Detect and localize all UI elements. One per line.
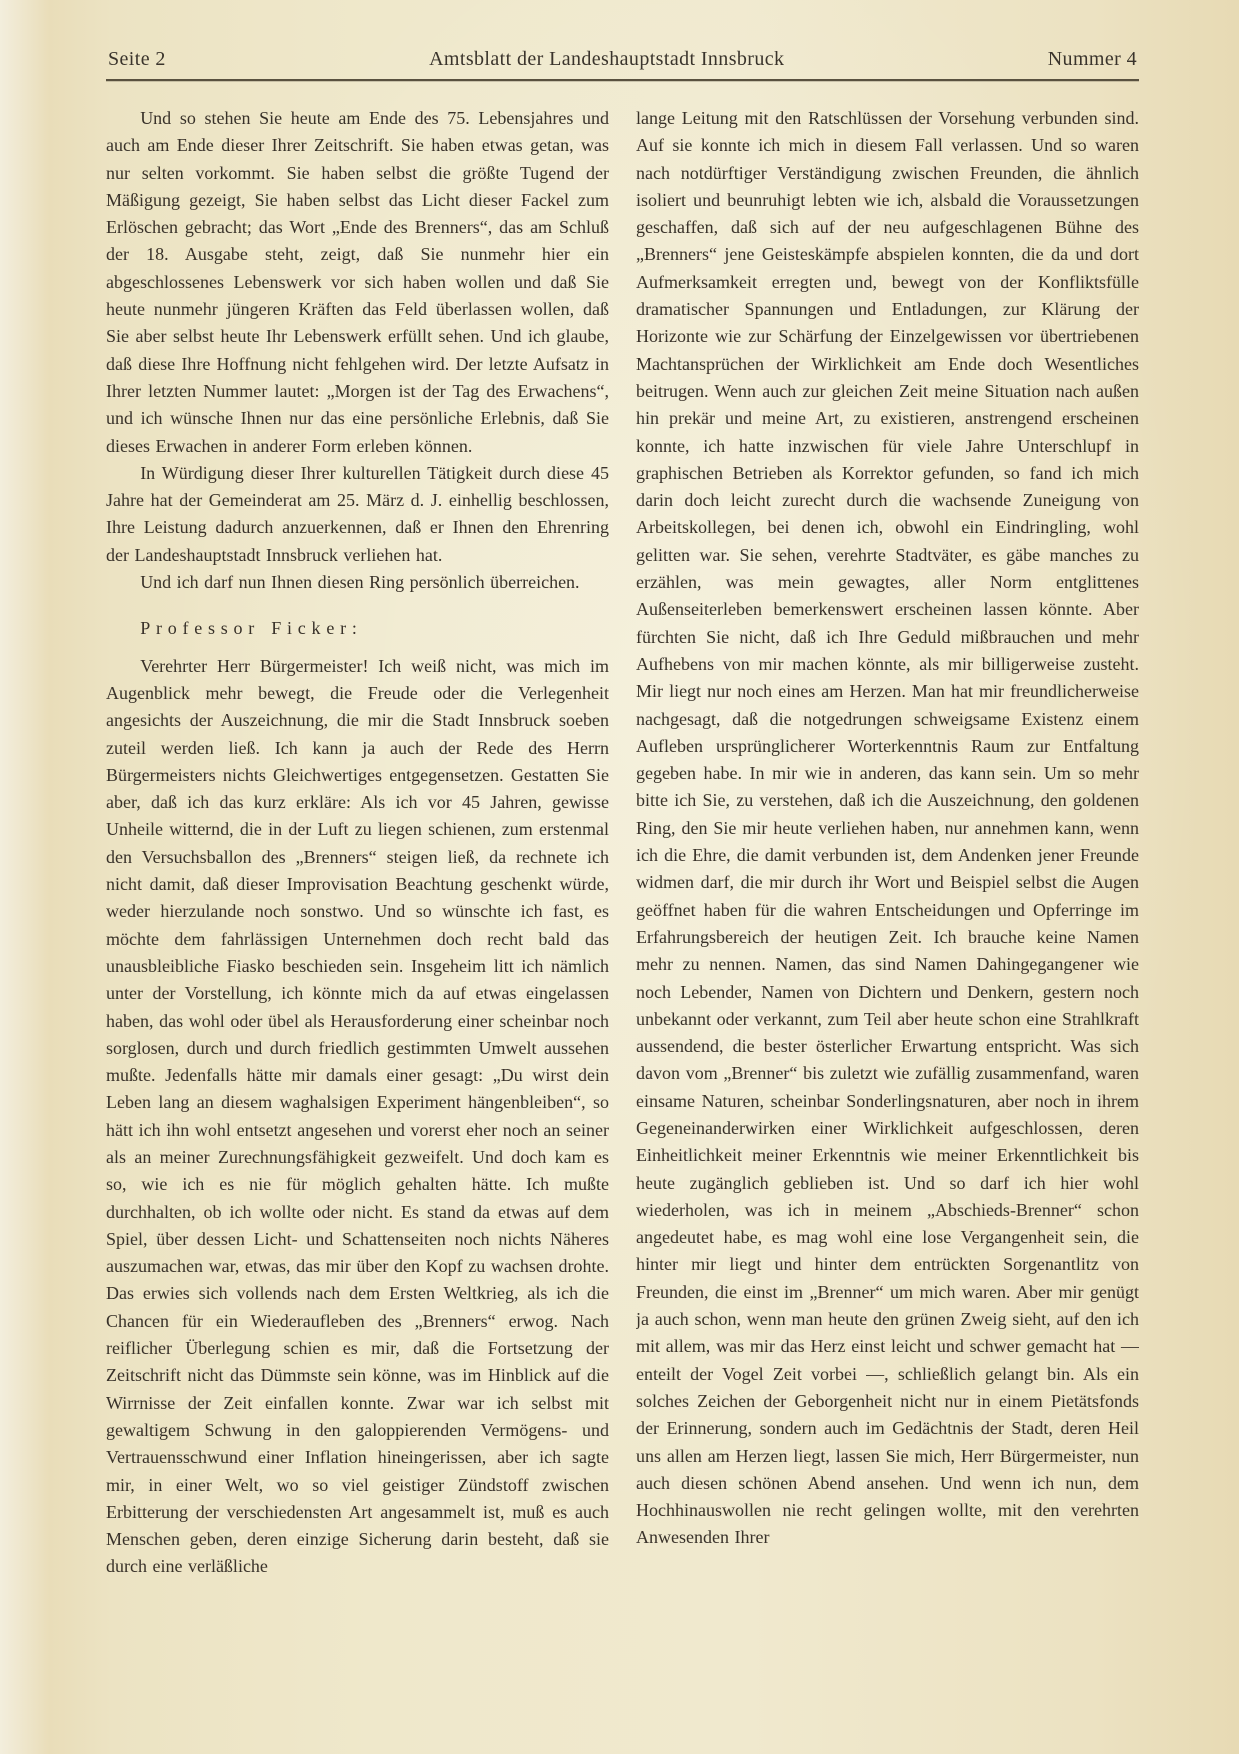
header-rule xyxy=(106,79,1139,81)
paragraph: Und so stehen Sie heute am Ende des 75. Lebensjahres und auch am Ende dieser Ihrer Zeitschrift. Sie haben etwas getan, was nur selten vorkommt. Sie haben selbst die größte Tugend der Mäßigung gezeigt, Sie haben selbst das Licht dieser Fackel zum Erlöschen gebracht; das Wort „Ende des Brenners“, das am Schluß der 18. Ausgabe steht, zeigt, daß Sie nunmehr hier ein abgeschlossenes Lebenswerk vor sich haben wollen und daß Sie heute nunmehr jüngeren Kräften das Feld überlassen wollen, daß Sie aber selbst heute Ihr Lebenswerk erfüllt sehen. Und ich glaube, daß diese Ihre Hoffnung nicht fehlgehen wird. Der letzte Aufsatz in Ihrer letzten Nummer lautet: „Morgen ist der Tag des Erwachens“, und ich wünsche Ihnen nur das eine persönliche Erlebnis, daß Sie dieses Erwachen in anderer Form erleben können. xyxy=(106,108,609,456)
page-number-label: Seite 2 xyxy=(108,48,166,70)
paragraph: Verehrter Herr Bürgermeister! Ich weiß nicht, was mich im Augenblick mehr bewegt, die Freude oder die Verlegenheit angesichts der Auszeichnung, die mir die Stadt Innsbruck soeben zuteil werden ließ. Ich kann ja auch der Rede des Herrn Bürgermeisters nichts Gleichwertiges entgegensetzen. Gestatten Sie aber, daß ich das kurz erkläre: Als ich vor 45 Jahren, gewisse Unheile witternd, die in der Luft zu liegen schienen, zum erstenmal den Versuchsballon des „Brenners“ steigen ließ, da rechnete ich nicht damit, daß dieser Improvisation Beachtung geschenkt würde, weder hierzulande noch sonstwo. Und so wünschte ich fast, es möchte dem fahrlässigen Unternehmen doch recht bald das unausbleibliche Fiasko beschieden sein. Insgeheim litt ich nämlich unter der Vorstellung, ich könnte mich da auf etwas eingelassen haben, das wohl oder übel als Herausforderung einer scheinbar noch sorglosen, durch und durch friedlich gestimmten Umwelt aussehen mußte. Jedenfalls hätte mir damals einer gesagt: „Du wirst dein Leben lang an diesem waghalsigen Experiment hängenbleiben“, so hätt ich ihn wohl entsetzt angesehen und vorerst eher noch an seiner als an meiner Zurechnungsfähigkeit gezweifelt. Und doch kam es so, wie ich es nie für möglich gehalten hätte. Ich mußte durchhalten, ob ich wollte oder nicht. Es stand da etwas auf dem Spiel, über dessen Licht- und Schattenseiten noch nichts Näheres auszumachen war, etwas, das mir über den Kopf zu wachsen drohte. Das erwies sich vollends nach dem Ersten Weltkrieg, als ich die Chancen für ein Wiederaufleben des „Brenners“ erwog. Nach reiflicher Überlegung schien es mir, daß die Fortsetzung der Zeitschrift nicht das Dümmste sein könne, was im Hinblick auf die Wirrnisse der Zeit einfallen konnte. Zwar war ich selbst mit gewaltigem Schwung in den galoppierenden Vermögens- und Vertrauensschwund einer Inflation hineingerissen, aber ich sagte mir, in einer Welt, wo so viel geistiger Zündstoff zwischen Erbitterung der verschiedensten Art angesammelt ist, muß es auch Menschen geben, deren einzige Sicherung darin besteht, daß sie durch eine verläßliche xyxy=(106,655,609,1577)
page-header xyxy=(106,34,1139,77)
right-column xyxy=(636,105,1139,1605)
left-column xyxy=(106,105,609,1605)
body-columns xyxy=(106,105,1139,1605)
paragraph: lange Leitung mit den Ratschlüssen der Vorsehung verbunden sind. Auf sie konnte ich mich in diesem Fall verlassen. Und so waren nach notdürftiger Verständigung zwischen Freunden, die ähnlich isoliert und beunruhigt lebten wie ich, alsbald die Voraussetzungen geschaffen, daß sich auf der neu aufgeschlagenen Bühne des „Brenners“ jene Geisteskämpfe abspielen konnten, die da und dort Aufmerksamkeit erregten und, bewegt von der Konfliktsfülle dramatischer Spannungen und Entladungen, zur Klärung der Horizonte wie zur Schärfung der Einzelgewissen vor übertriebenen Machtansprüchen der Wirklichkeit am Ende doch Wesentliches beitrugen. Wenn auch zur gleichen Zeit meine Situation nach außen hin prekär und meine Art, zu existieren, anstrengend erscheinen konnte, ich hatte inzwischen für viele Jahre Unterschlupf in graphischen Betrieben als Korrektor gefunden, so fand ich mich darin doch leicht zurecht durch die wachsende Zuneigung von Arbeitskollegen, bei denen ich, obwohl ein Eindringling, wohl gelitten war. Sie sehen, verehrte Stadtväter, es gäbe manches zu erzählen, was mein gewagtes, aller Norm entglittenes Außenseiterleben bemerkenswert erscheinen lassen könnte. Aber fürchten Sie nicht, daß ich Ihre Geduld mißbrauchen und mehr Aufhebens von mir machen könnte, als mir billigerweise zusteht. Mir liegt nur noch eines am Herzen. Man hat mir freundlicherweise nachgesagt, daß die notgedrungen schweigsame Existenz einem Aufleben ursprünglicherer Worterkenntnis Raum zur Entfaltung gegeben habe. In mir wie in anderen, das kann sein. Um so mehr bitte ich Sie, zu verstehen, daß ich die Auszeichnung, den goldenen Ring, den Sie mir heute verliehen haben, nur annehmen kann, wenn ich die Ehre, die damit verbunden ist, dem Andenken jener Freunde widmen darf, die mir durch ihr Wort und Beispiel selbst die Augen geöffnet haben für die wahren Entscheidungen und Opferringe im Erfahrungsbereich der heutigen Zeit. Ich brauche keine Namen mehr zu nennen. Namen, das sind Namen Dahingegangener wie noch Lebender, Namen von Dichtern und Denkern, gestern noch unbekannt oder verkannt, zum Teil aber heute schon eine Strahlkraft aussendend, die bester österlicher Erwartung entspricht. Was sich davon vom „Brenner“ bis zuletzt wie zufällig zusammenfand, waren einsame Naturen, scheinbar Sonderlingsnaturen, aber noch in ihrem Gegeneinanderwirken einer Wirklichkeit aufgeschlossen, deren Einheitlichkeit meiner Erkenntnis wie meiner Erkenntlichkeit bis heute zugänglich geblieben ist. Und so darf ich hier wohl wiederholen, was ich in meinem „Abschieds-Brenner“ schon angedeutet habe, es mag wohl eine lose Vergangenheit sein, die hinter mir liegt und hinter dem entrückten Sorgenantlitz von Freunden, die einst im „Brenner“ um mich waren. Aber mir genügt ja auch schon, wenn man heute den grünen Zweig sieht, auf den ich mit allem, was mir das Herz einst leicht und schwer gemacht hat — enteilt der Vogel Zeit vorbei —, schließlich gelangt bin. Als ein solches Zeichen der Geborgenheit nicht nur in einem Pietätsfonds der Erinnerung, sondern auch im Gedächtnis der Stadt, deren Heil uns allen am Herzen liegt, lassen Sie mich, Herr Bürgermeister, nun auch diesen schönen Abend ansehen. Und wenn ich nun, dem Hochhinauswollen nie recht gelingen wollte, mit den verehrten Anwesenden Ihrer xyxy=(636,108,1139,1548)
issue-number-label: Nummer 4 xyxy=(1047,48,1137,70)
paragraph: In Würdigung dieser Ihrer kulturellen Tätigkeit durch diese 45 Jahre hat der Gemeinderat am 25. März d. J. einhellig beschlossen, Ihre Leistung dadurch anzuerkennen, daß er Ihnen den Ehrenring der Landeshauptstadt Innsbruck verliehen hat. xyxy=(106,462,609,565)
paragraph: Und ich darf nun Ihnen diesen Ring persönlich überreichen. xyxy=(140,572,580,593)
speaker-heading: Professor Ficker: xyxy=(140,618,363,639)
masthead-title: Amtsblatt der Landeshauptstadt Innsbruck xyxy=(429,48,785,70)
